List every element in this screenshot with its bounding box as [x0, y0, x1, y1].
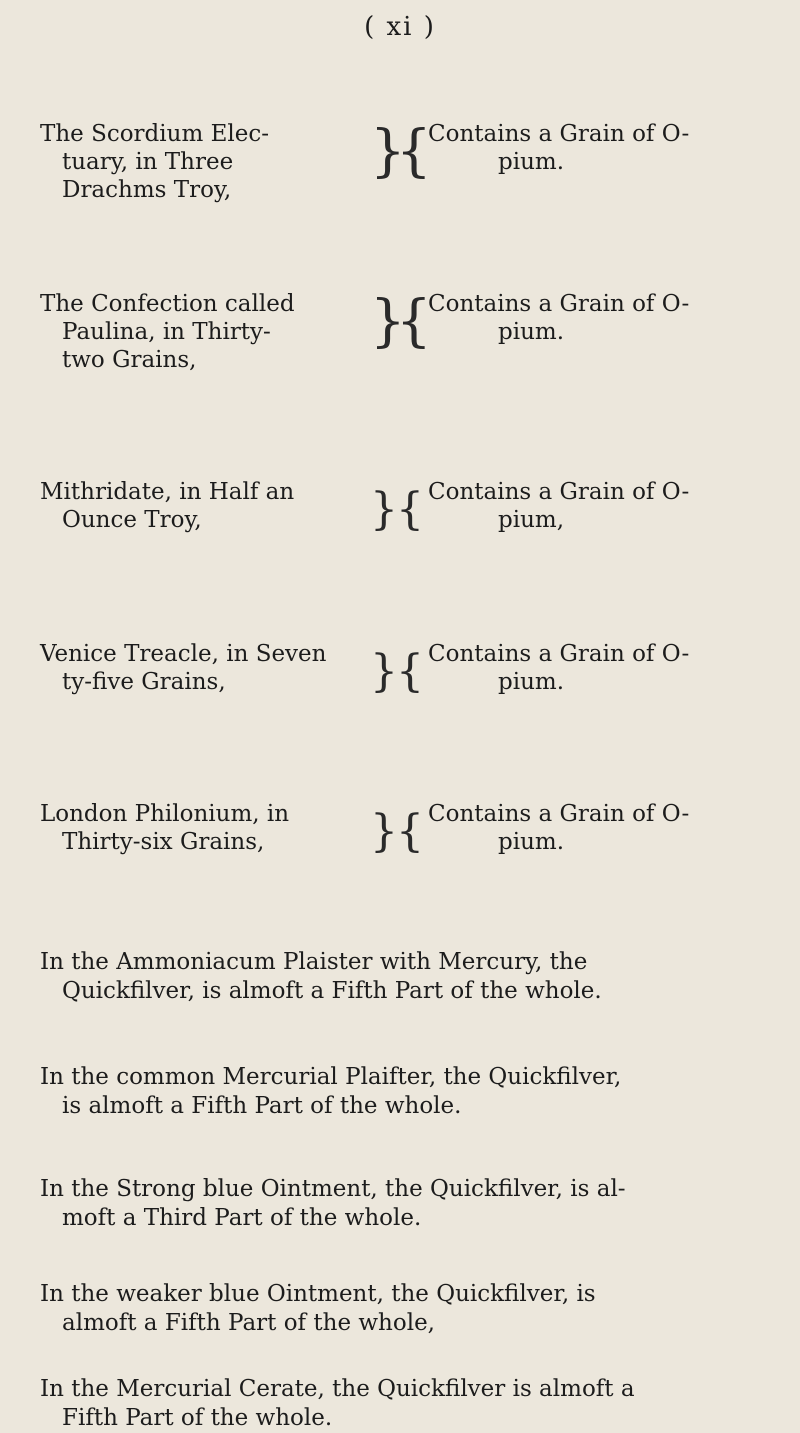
- opium-content: Contains a Grain of O- pium.: [428, 291, 690, 345]
- preparation-entry: [40, 800, 760, 910]
- opium-content: Contains a Grain of O- pium,: [428, 479, 690, 533]
- mercury-paragraph: In the Strong blue Ointment, the Quickfilver, is al- moft a Third Part of the whole.: [40, 1176, 626, 1231]
- opening-brace: {: [396, 806, 424, 857]
- opening-brace: {: [396, 646, 424, 697]
- opium-content: Contains a Grain of O- pium.: [428, 121, 690, 175]
- page-number: ( xi ): [364, 12, 436, 42]
- preparation-name: London Philonium, in Thirty-six Grains,: [40, 801, 290, 855]
- preparation-entry: [40, 640, 760, 750]
- closing-brace: }: [370, 806, 398, 857]
- mercury-paragraph: In the weaker blue Ointment, the Quickfilver, is almoft a Fifth Part of the whole,: [40, 1281, 596, 1336]
- opening-brace: {: [396, 119, 432, 184]
- preparation-entry: [40, 478, 760, 588]
- preparation-name: Mithridate, in Half an Ounce Troy,: [40, 479, 295, 533]
- closing-brace: }: [370, 119, 406, 184]
- opening-brace: {: [396, 484, 424, 535]
- opium-content: Contains a Grain of O- pium.: [428, 641, 690, 695]
- preparation-name: Venice Treacle, in Seven ty-five Grains,: [40, 641, 327, 695]
- preparation-entry: [40, 120, 760, 230]
- closing-brace: }: [370, 289, 406, 354]
- preparation-name: The Scordium Elec- tuary, in Three Drachms Troy,: [40, 121, 269, 203]
- closing-brace: }: [370, 484, 398, 535]
- opening-brace: {: [396, 289, 432, 354]
- preparation-entry: [40, 290, 760, 400]
- preparation-name: The Confection called Paulina, in Thirty- two Grains,: [40, 291, 295, 373]
- opium-content: Contains a Grain of O- pium.: [428, 801, 690, 855]
- closing-brace: }: [370, 646, 398, 697]
- mercury-paragraph: In the common Mercurial Plaifter, the Quickfilver, is almoft a Fifth Part of the whole.: [40, 1064, 622, 1119]
- mercury-paragraph: In the Mercurial Cerate, the Quickfilver is almoft a Fifth Part of the whole.: [40, 1376, 635, 1431]
- mercury-paragraph: In the Ammoniacum Plaister with Mercury, the Quickfilver, is almoft a Fifth Part of the whole.: [40, 949, 602, 1004]
